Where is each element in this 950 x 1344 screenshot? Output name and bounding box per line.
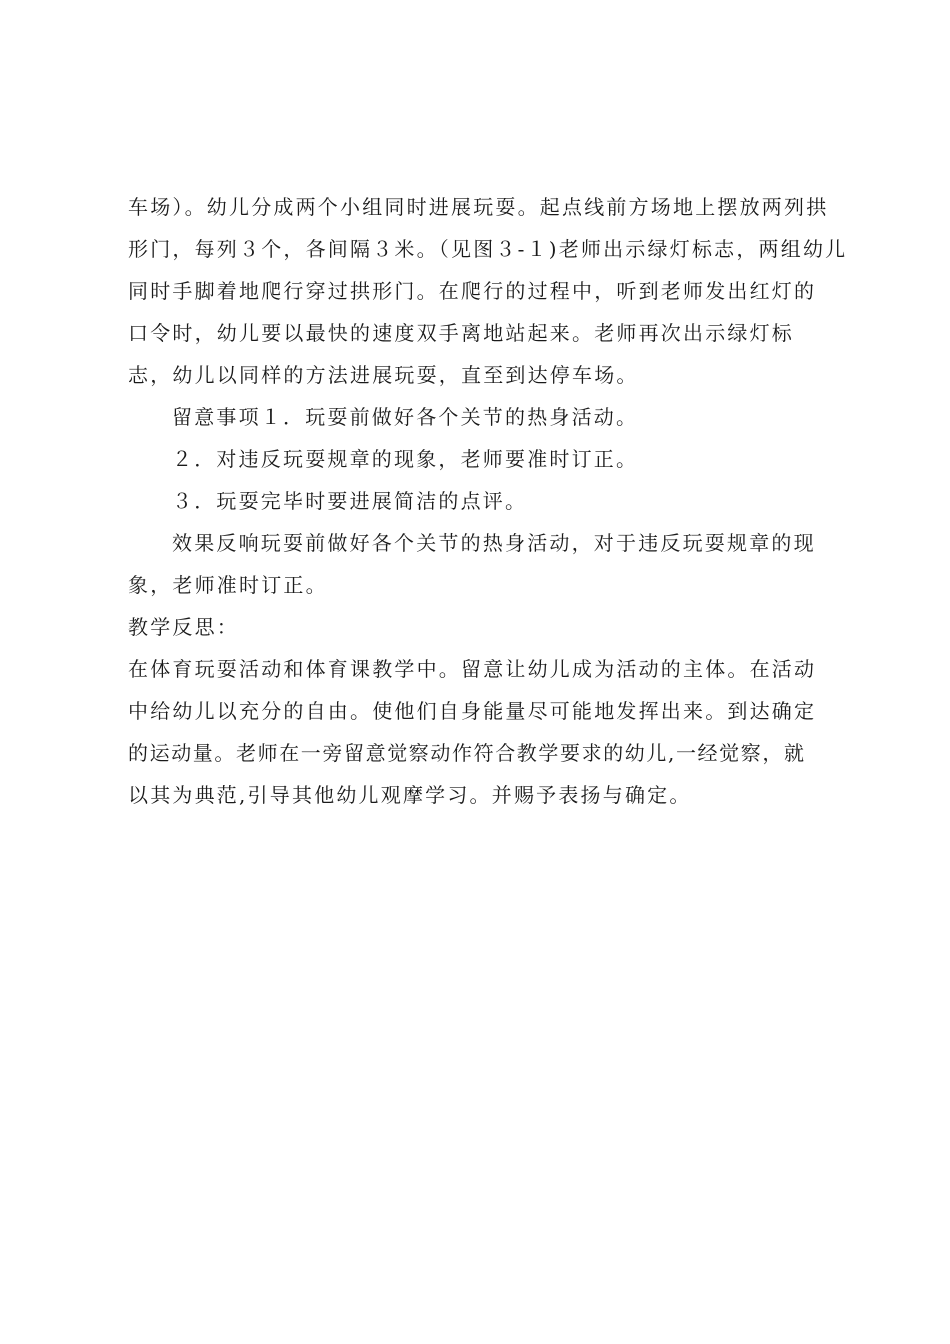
text-line: 的运动量。老师在一旁留意觉察动作符合教学要求的幼儿,一经觉察，就	[128, 741, 806, 765]
note-item: 留意事项１．玩耍前做好各个关节的热身活动。	[172, 405, 639, 429]
text-line: 在体育玩耍活动和体育课教学中。留意让幼儿成为活动的主体。在活动	[128, 657, 817, 681]
notes-list	[128, 396, 832, 522]
text-line: 中给幼儿以充分的自由。使他们自身能量尽可能地发挥出来。到达确定	[128, 699, 817, 723]
note-item: ２．对违反玩耍规章的现象，老师要准时订正。	[172, 447, 639, 471]
text-line: 志，幼儿以同样的方法进展玩耍，直至到达停车场。	[128, 363, 639, 387]
text-line: 效果反响玩耍前做好各个关节的热身活动，对于违反玩耍规章的现	[172, 531, 816, 555]
note-item: ３．玩耍完毕时要进展简洁的点评。	[172, 489, 528, 513]
reflection-heading: 教学反思：	[128, 615, 239, 639]
text-line: 形门，每列３个，各间隔３米。（见图３-１)老师出示绿灯标志，两组幼儿	[128, 237, 848, 261]
feedback-paragraph	[128, 522, 832, 606]
text-line: 口令时，幼儿要以最快的速度双手离地站起来。老师再次出示绿灯标	[128, 321, 794, 345]
document-body	[128, 186, 848, 816]
text-line: 车场）。幼儿分成两个小组同时进展玩耍。起点线前方场地上摆放两列拱	[128, 195, 829, 219]
reflection-paragraph	[128, 648, 832, 816]
text-line: 同时手脚着地爬行穿过拱形门。在爬行的过程中，听到老师发出红灯的	[128, 279, 817, 303]
game-description-paragraph	[128, 186, 848, 396]
text-line: 象，老师准时订正。	[128, 573, 328, 597]
text-line: 以其为典范,引导其他幼儿观摩学习。并赐予表扬与确定。	[128, 783, 692, 807]
